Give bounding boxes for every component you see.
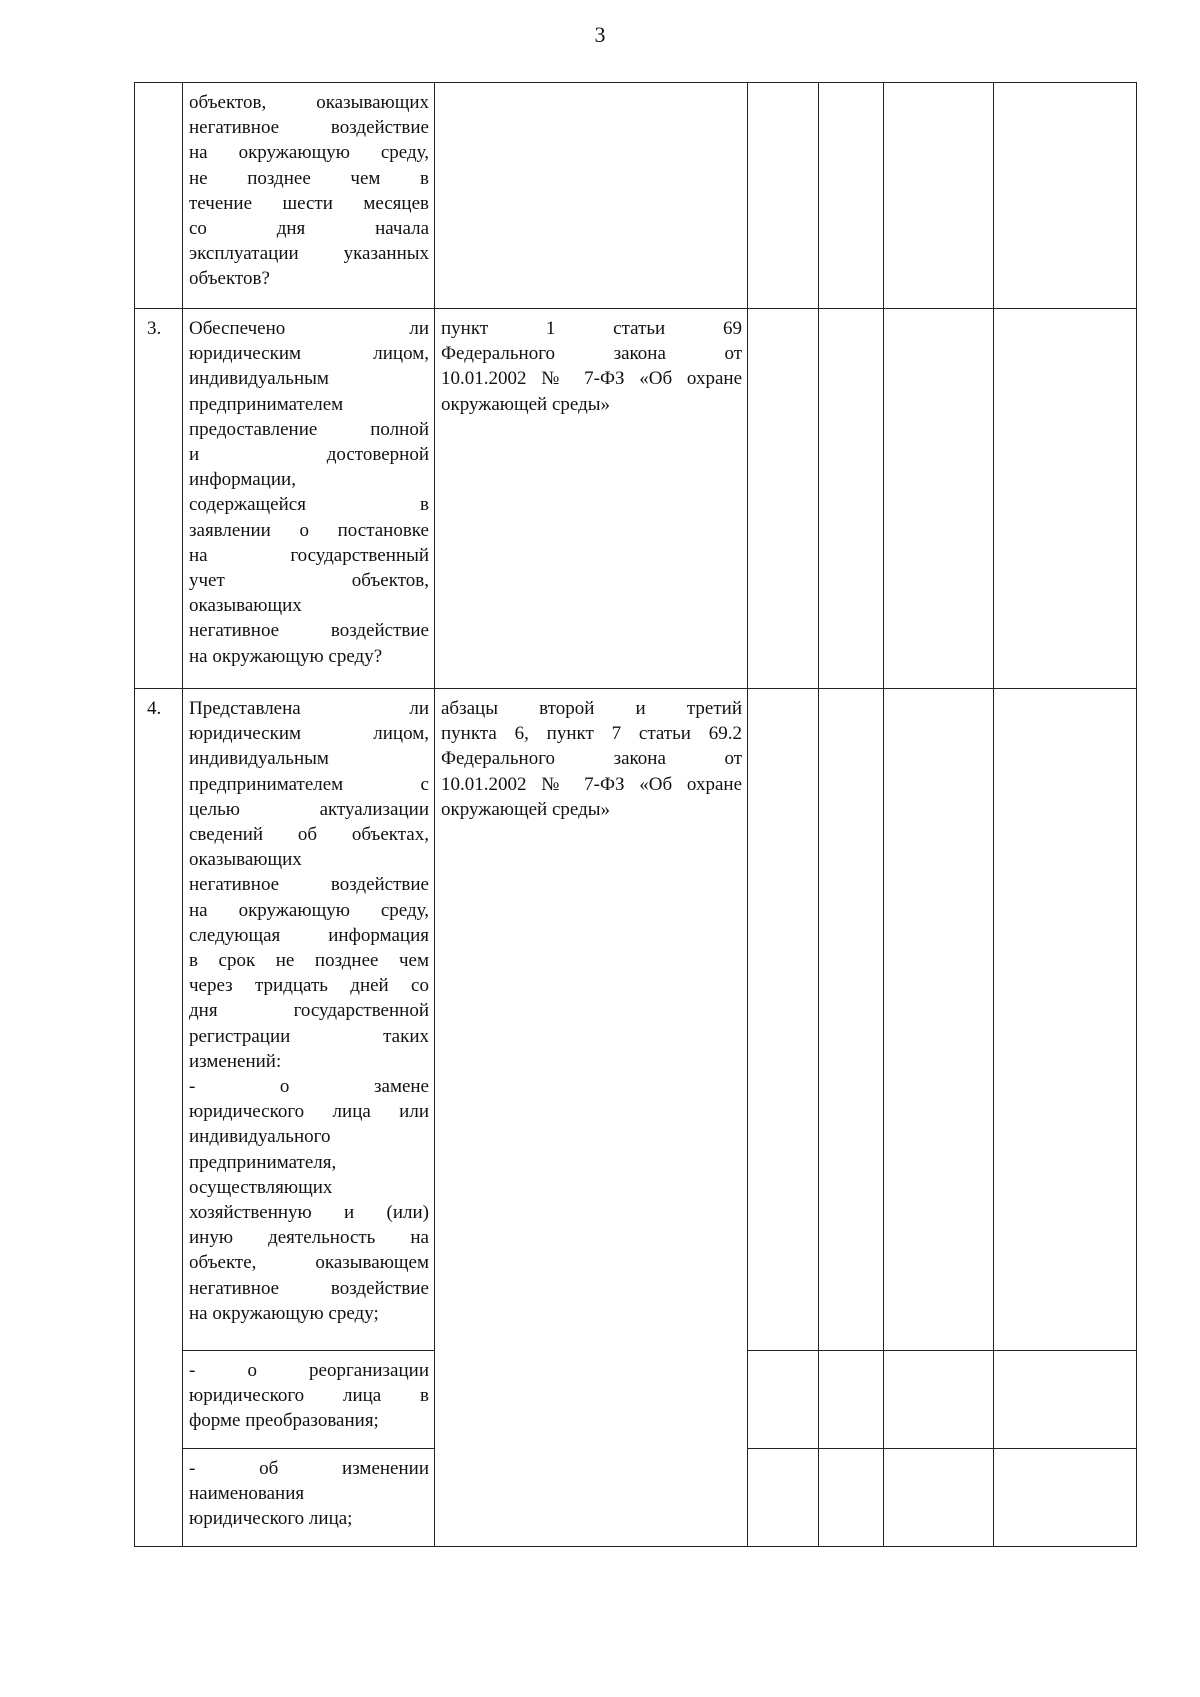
legal-basis-text [441,316,742,417]
text-line: следующая информация [189,924,429,946]
text-line: индивидуальным [189,748,329,770]
text-line: объекте, оказывающем [189,1252,429,1274]
text-line: негативное воздействие [189,117,429,139]
text-line: пункта 6, пункт 7 статьи 69.2 [441,723,742,745]
question-cell [183,1449,435,1547]
text-line: на окружающую среду; [189,1302,379,1324]
answer-yes-cell[interactable] [748,309,819,689]
question-text [189,1358,429,1434]
text-line: предпринимателем [189,393,344,415]
row-number-cell: 3. [135,309,183,689]
text-line: оказывающих [189,595,302,617]
answer-yes-cell[interactable] [748,689,819,1351]
answer-yes-cell[interactable] [748,1351,819,1449]
text-line: осуществляющих [189,1176,333,1198]
answer-no-cell[interactable] [819,1351,884,1449]
table-row [135,83,1137,309]
text-line: юридического лица; [189,1508,353,1530]
text-line: абзацы второй и третий [441,698,742,719]
text-line: предоставление полной [189,418,429,440]
text-line: предпринимателя, [189,1151,337,1173]
text-line: на окружающую среду, [189,142,429,164]
answer-no-cell[interactable] [819,689,884,1351]
text-line: Федерального закона от [441,343,742,365]
row-number-cell [135,83,183,309]
question-cell [183,1351,435,1449]
text-line: объектов? [189,268,270,290]
answer-na-cell[interactable] [884,689,994,1351]
legal-basis-text [441,696,742,822]
text-line: негативное воздействие [189,874,429,896]
text-line: содержащейся в [189,494,429,516]
text-line: хозяйственную и (или) [189,1202,429,1224]
answer-na-cell[interactable] [884,1351,994,1449]
text-line: Обеспечено ли [189,318,429,339]
note-cell[interactable] [994,83,1137,309]
text-line: регистрации таких [189,1025,429,1047]
text-line: 10.01.2002 № 7-ФЗ «Об охране [441,773,742,795]
text-line: на окружающую среду? [189,645,383,667]
legal-basis-cell [435,309,748,689]
legal-basis-cell [435,689,748,1547]
text-line: на государственный [189,544,429,566]
text-line: информации, [189,469,296,491]
text-line: не позднее чем в [189,167,429,189]
text-line: учет объектов, [189,570,429,592]
text-line: юридического лица в [189,1385,429,1407]
question-cell [183,309,435,689]
legal-basis-cell [435,83,748,309]
answer-na-cell[interactable] [884,83,994,309]
row-number-cell: 4. [135,689,183,1547]
table-row [135,689,1137,1351]
text-line: заявлении о постановке [189,519,429,541]
note-cell[interactable] [994,309,1137,689]
answer-na-cell[interactable] [884,309,994,689]
text-line: 10.01.2002 № 7-ФЗ «Об охране [441,368,742,390]
text-line: иную деятельность на [189,1227,429,1249]
text-line: окружающей среды» [441,393,611,415]
text-line: в срок не позднее чем [189,950,429,972]
text-line: сведений об объектах, [189,824,429,846]
text-line: через тридцать дней со [189,975,429,997]
note-cell[interactable] [994,1351,1137,1449]
text-line: пункт 1 статьи 69 [441,318,742,339]
question-cell [183,689,435,1351]
answer-no-cell[interactable] [819,1449,884,1547]
text-line: предпринимателем с [189,773,429,795]
text-line: окружающей среды» [441,798,611,820]
question-text [189,1456,429,1532]
text-line: наименования [189,1483,305,1505]
text-line: негативное воздействие [189,620,429,642]
question-text [189,90,429,292]
answer-no-cell[interactable] [819,83,884,309]
question-text [189,696,429,1326]
question-text [189,316,429,669]
table-row [135,309,1137,689]
page-number: 3 [594,22,606,47]
text-line: и достоверной [189,444,429,466]
answer-yes-cell[interactable] [748,83,819,309]
answer-yes-cell[interactable] [748,1449,819,1547]
text-line: юридического лица или [189,1101,429,1123]
text-line: - о реорганизации [189,1360,429,1381]
text-line: эксплуатации указанных [189,243,429,265]
text-line: со дня начала [189,218,429,240]
text-line: - о замене [189,1076,429,1098]
text-line: течение шести месяцев [189,192,429,214]
text-line: оказывающих [189,849,302,871]
text-line: целью актуализации [189,798,429,820]
text-line: - об изменении [189,1458,429,1479]
text-line: индивидуального [189,1126,331,1148]
text-line: на окружающую среду, [189,899,429,921]
answer-no-cell[interactable] [819,309,884,689]
text-line: форме преобразования; [189,1410,379,1432]
text-line: негативное воздействие [189,1277,429,1299]
checklist-table [134,82,1137,1547]
text-line: Федерального закона от [441,748,742,770]
note-cell[interactable] [994,689,1137,1351]
text-line: юридическим лицом, [189,723,429,745]
text-line: изменений: [189,1050,282,1072]
note-cell[interactable] [994,1449,1137,1547]
text-line: юридическим лицом, [189,343,429,365]
text-line: Представлена ли [189,698,429,719]
question-cell [183,83,435,309]
text-line: объектов, оказывающих [189,92,429,113]
answer-na-cell[interactable] [884,1449,994,1547]
text-line: дня государственной [189,1000,429,1022]
text-line: индивидуальным [189,368,329,390]
